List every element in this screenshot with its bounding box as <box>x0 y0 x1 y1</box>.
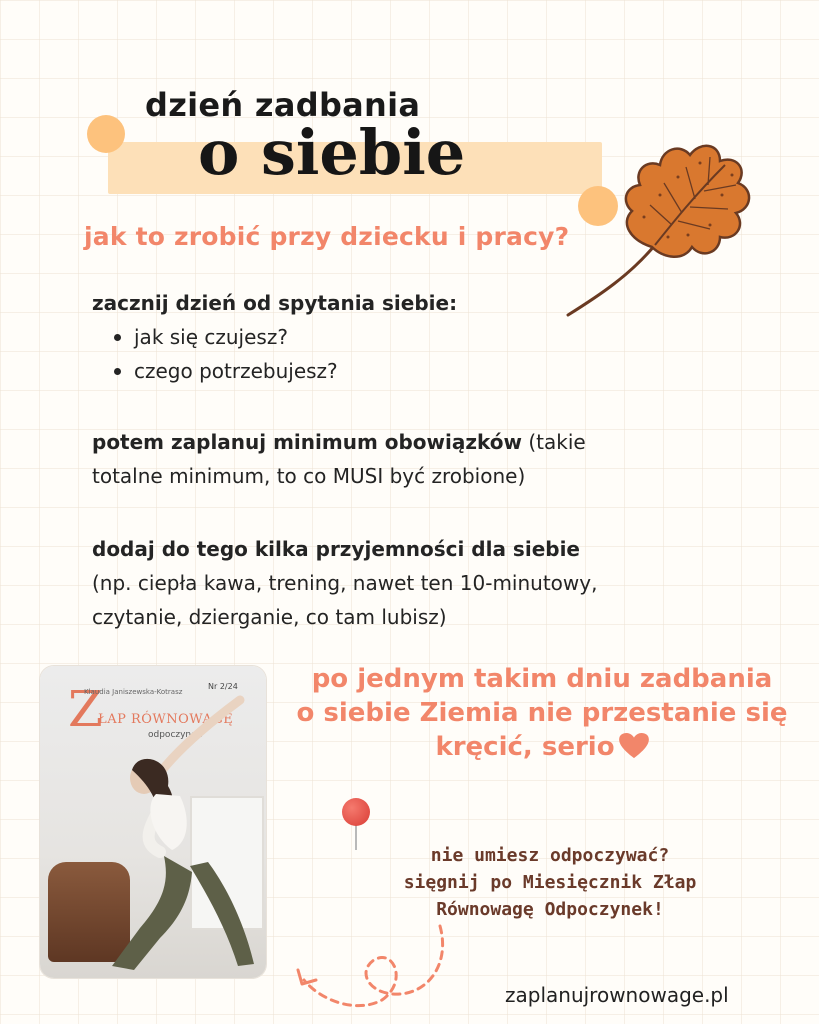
pin-needle <box>355 824 357 850</box>
title-line-2: o siebie <box>198 116 466 189</box>
magazine-brand-sub: odpoczynek <box>148 730 202 740</box>
section-add-pleasures <box>92 532 637 634</box>
section-ask-yourself <box>92 286 662 388</box>
list-item: jak się czujesz? <box>134 320 662 354</box>
section-add-pleasures-heading: dodaj do tego kilka przyjemności dla siebie <box>92 537 580 561</box>
magazine-issue: Nr 2/24 <box>208 682 238 691</box>
highlight-line-1: po jednym takim dniu zadbania <box>311 664 773 694</box>
list-item: czego potrzebujesz? <box>134 354 662 388</box>
highlight-line-2: o siebie Ziemia nie przestanie się <box>296 698 788 728</box>
dashed-arrow-icon <box>290 922 460 1012</box>
section-add-pleasures-text: (np. ciepła kawa, trening, nawet ten 10-minutowy, czytanie, dzierganie, co tam lubisz) <box>92 571 598 629</box>
magazine-logo-letter: Z <box>68 680 103 738</box>
highlight-line-3: kręcić, serio <box>435 732 615 762</box>
heart-icon <box>619 733 649 759</box>
cta-line-2: sięgnij po Miesięcznik Złap <box>403 872 697 893</box>
section-plan-minimum-text: (takie totalne minimum, to co MUSI być zrobione) <box>92 430 586 488</box>
cta-line-3: Równowagę Odpoczynek! <box>436 899 664 920</box>
section-plan-minimum-heading: potem zaplanuj minimum obowiązków <box>92 430 522 454</box>
decorative-dot <box>87 115 125 153</box>
magazine-brand: ŁAP RÓWNOWAGĘ <box>98 712 234 727</box>
section-ask-yourself-heading: zacznij dzień od spytania siebie: <box>92 291 458 315</box>
website-url[interactable]: zaplanujrownowage.pl <box>505 983 729 1007</box>
pushpin-icon <box>342 798 370 826</box>
cta-line-1: nie umiesz odpoczywać? <box>430 845 670 866</box>
title-line-1: dzień zadbania <box>145 86 421 124</box>
highlight-quote <box>282 662 802 764</box>
highlight-line-3-wrap <box>282 730 802 764</box>
question-list <box>92 320 662 388</box>
subtitle: jak to zrobić przy dziecku i pracy? <box>84 222 570 251</box>
call-to-action <box>360 842 740 923</box>
magazine-cover-image <box>40 666 266 978</box>
magazine-author: Klaudia Janiszewska-Kotrasz <box>84 688 183 696</box>
woman-stretching-illustration <box>40 666 266 978</box>
section-plan-minimum <box>92 425 652 493</box>
